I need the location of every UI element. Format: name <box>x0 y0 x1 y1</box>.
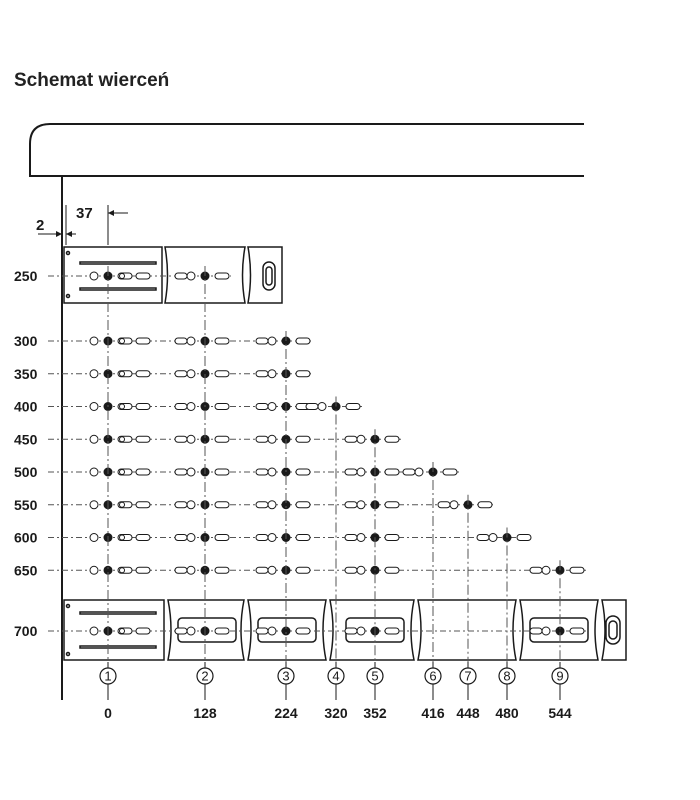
slot-hole <box>256 469 268 475</box>
slot-hole <box>175 404 187 410</box>
slot-hole <box>443 469 457 475</box>
column-label-320: 320 <box>324 705 348 721</box>
row-label-550: 550 <box>14 496 38 513</box>
secondary-hole <box>268 566 276 574</box>
column-label-128: 128 <box>193 705 217 721</box>
drill-rows <box>14 268 586 639</box>
slot-hole <box>345 502 357 508</box>
small-hole <box>120 568 125 573</box>
slot-hole <box>136 535 150 541</box>
column-marker-1: 1 <box>104 668 112 684</box>
column-marker-3: 3 <box>282 668 290 684</box>
row-label-500: 500 <box>14 464 38 480</box>
small-hole <box>120 339 125 344</box>
secondary-hole <box>187 566 195 574</box>
column-marker-9: 9 <box>556 668 564 684</box>
slot-hole <box>477 535 489 541</box>
secondary-hole <box>90 468 98 476</box>
secondary-hole <box>450 501 458 509</box>
slot-hole <box>136 273 150 279</box>
dimension-2-label: 2 <box>36 217 45 234</box>
drill-columns <box>100 266 572 721</box>
slot-hole <box>256 371 268 377</box>
slot-hole <box>215 436 229 442</box>
column-marker-6: 6 <box>429 668 437 684</box>
slot-hole <box>215 628 229 634</box>
row-label-650: 650 <box>14 562 38 579</box>
column-label-448: 448 <box>456 705 480 721</box>
small-hole <box>120 535 125 540</box>
secondary-hole <box>90 627 98 635</box>
secondary-hole <box>415 468 423 476</box>
secondary-hole <box>187 435 195 443</box>
slot-hole <box>256 338 268 344</box>
row-label-300: 300 <box>14 333 38 349</box>
slot-hole <box>296 469 310 475</box>
slot-hole <box>478 502 492 508</box>
secondary-hole <box>187 627 195 635</box>
column-marker-8: 8 <box>503 668 511 684</box>
secondary-hole <box>187 501 195 509</box>
secondary-hole <box>90 501 98 509</box>
slot-hole <box>256 535 268 541</box>
page-title: Schemat wierceń <box>14 70 170 91</box>
secondary-hole <box>268 627 276 635</box>
slot-hole <box>296 436 310 442</box>
row-label-350: 350 <box>14 365 38 382</box>
secondary-hole <box>187 272 195 280</box>
slot-hole <box>136 628 150 634</box>
secondary-hole <box>318 403 326 411</box>
slot-hole <box>570 567 584 573</box>
small-hole <box>120 404 125 409</box>
slot-hole <box>256 502 268 508</box>
row-label-450: 450 <box>14 431 38 448</box>
secondary-hole <box>542 566 550 574</box>
slot-hole <box>530 567 542 573</box>
secondary-hole <box>268 534 276 542</box>
row-label-250: 250 <box>14 268 38 284</box>
slot-hole <box>175 567 187 573</box>
slot-hole <box>530 628 542 634</box>
slot-hole <box>215 404 229 410</box>
slot-hole <box>175 338 187 344</box>
slot-hole <box>438 502 450 508</box>
secondary-hole <box>187 468 195 476</box>
slot-hole <box>136 502 150 508</box>
slot-hole <box>256 567 268 573</box>
slot-hole <box>345 628 357 634</box>
secondary-hole <box>187 403 195 411</box>
column-label-416: 416 <box>421 705 445 721</box>
slot-hole <box>215 338 229 344</box>
column-marker-7: 7 <box>464 668 472 684</box>
small-hole <box>120 274 125 279</box>
column-marker-4: 4 <box>332 668 340 684</box>
secondary-hole <box>357 534 365 542</box>
slot-hole <box>296 628 310 634</box>
secondary-hole <box>187 337 195 345</box>
column-label-480: 480 <box>495 705 519 721</box>
slot-hole <box>215 371 229 377</box>
slot-hole <box>385 535 399 541</box>
slot-hole <box>345 535 357 541</box>
slot-hole <box>256 436 268 442</box>
slot-hole <box>175 273 187 279</box>
cabinet-top-profile <box>30 124 584 176</box>
secondary-hole <box>268 337 276 345</box>
slot-hole <box>136 371 150 377</box>
secondary-hole <box>90 435 98 443</box>
slot-hole <box>175 469 187 475</box>
slot-hole <box>256 404 268 410</box>
dimension-37-arrow <box>108 210 114 216</box>
secondary-hole <box>357 435 365 443</box>
slot-hole <box>136 404 150 410</box>
secondary-hole <box>268 370 276 378</box>
slot-hole <box>296 567 310 573</box>
dimension-37-label: 37 <box>76 205 93 222</box>
secondary-hole <box>268 468 276 476</box>
secondary-hole <box>187 370 195 378</box>
small-hole <box>120 470 125 475</box>
dimension-2-arrow-right <box>66 231 72 237</box>
secondary-hole <box>268 501 276 509</box>
slot-hole <box>570 628 584 634</box>
column-label-352: 352 <box>363 705 387 721</box>
slot-hole <box>385 469 399 475</box>
secondary-hole <box>268 435 276 443</box>
secondary-hole <box>90 272 98 280</box>
row-label-400: 400 <box>14 398 38 415</box>
secondary-hole <box>90 370 98 378</box>
slot-hole <box>345 469 357 475</box>
column-marker-2: 2 <box>201 668 209 684</box>
slot-hole <box>296 535 310 541</box>
slot-hole <box>256 628 268 634</box>
slot-hole <box>306 404 318 410</box>
small-hole <box>120 371 125 376</box>
secondary-hole <box>187 534 195 542</box>
secondary-hole <box>90 534 98 542</box>
row-label-600: 600 <box>14 529 38 546</box>
column-label-544: 544 <box>548 705 572 721</box>
slot-hole <box>136 436 150 442</box>
slot-hole <box>175 371 187 377</box>
slot-hole <box>346 404 360 410</box>
secondary-hole <box>357 501 365 509</box>
slot-hole <box>215 469 229 475</box>
slot-hole <box>215 567 229 573</box>
secondary-hole <box>357 566 365 574</box>
secondary-hole <box>268 403 276 411</box>
secondary-hole <box>489 534 497 542</box>
secondary-hole <box>542 627 550 635</box>
secondary-hole <box>90 403 98 411</box>
slot-hole <box>517 535 531 541</box>
slot-hole <box>136 338 150 344</box>
slot-hole <box>136 469 150 475</box>
slot-hole <box>215 273 229 279</box>
slot-hole <box>175 535 187 541</box>
slot-hole <box>385 628 399 634</box>
slot-hole <box>175 436 187 442</box>
small-hole <box>120 629 125 634</box>
slot-hole <box>403 469 415 475</box>
secondary-hole <box>90 337 98 345</box>
slot-hole <box>296 371 310 377</box>
column-marker-5: 5 <box>371 668 379 684</box>
slot-hole <box>296 502 310 508</box>
slot-hole <box>175 628 187 634</box>
secondary-hole <box>357 627 365 635</box>
small-hole <box>120 437 125 442</box>
column-label-0: 0 <box>104 705 112 721</box>
small-hole <box>120 502 125 507</box>
slot-hole <box>215 502 229 508</box>
column-label-224: 224 <box>274 705 298 721</box>
slot-hole <box>345 436 357 442</box>
slot-hole <box>175 502 187 508</box>
slot-hole <box>345 567 357 573</box>
secondary-hole <box>90 566 98 574</box>
row-label-700: 700 <box>14 623 38 639</box>
slot-hole <box>215 535 229 541</box>
slot-hole <box>296 338 310 344</box>
slot-hole <box>385 502 399 508</box>
slot-hole <box>136 567 150 573</box>
slot-hole <box>385 567 399 573</box>
secondary-hole <box>357 468 365 476</box>
slot-hole <box>385 436 399 442</box>
